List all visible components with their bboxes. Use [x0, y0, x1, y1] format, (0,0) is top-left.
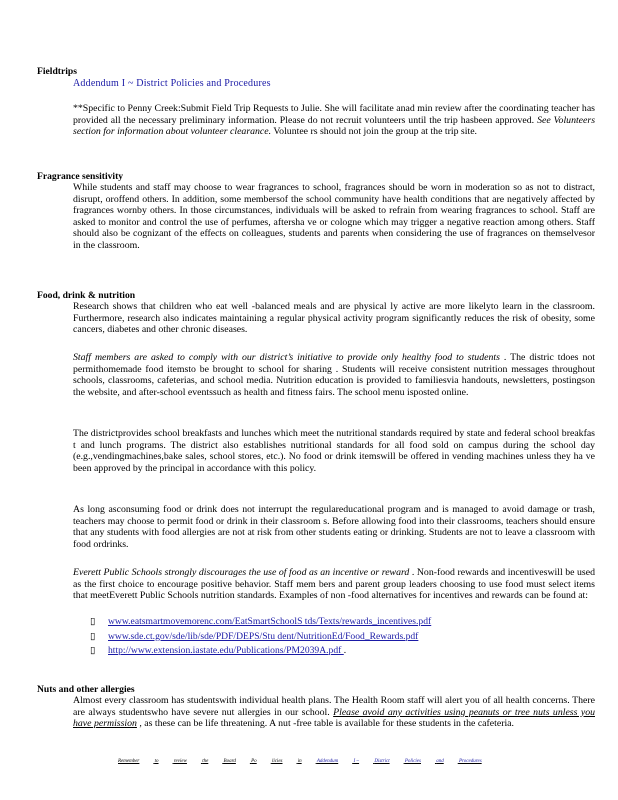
nuts-tail: , as these can be life threatening. A nut -free table is available for these students in the cafeteria. — [136, 718, 514, 730]
footer-word: review — [173, 759, 187, 764]
link-tail: . — [343, 645, 347, 656]
food-p2-rest: . The distric tdoes not permithomemade food itemsto be brought to school for sharing . Students will receive consistent nutrition messages throughout schools, classrooms, cafeterias, and school media. Nutrition education is provided to familiesvia handouts, newsletters, postingson the website, and after-school eventssuch as health and fitness fairs. The school menu isposted online. — [73, 352, 595, 398]
footer-word: the — [202, 759, 209, 764]
nuts-paragraph — [73, 695, 595, 730]
footer-word: I ~ — [353, 759, 360, 764]
addendum-link[interactable]: Addendum I ~ District Policies and Procedures — [73, 78, 271, 89]
page-footer — [118, 759, 496, 764]
footer-word: Procedures — [458, 759, 482, 764]
bullet-icon: ▯ — [90, 630, 96, 642]
footer-word: to — [154, 759, 159, 764]
food-p2-italic: Staff members are asked to comply with our district’s initiative to provide only healthy food to students — [73, 352, 500, 363]
food-paragraph-2 — [73, 352, 595, 398]
nuts-italic-warning: Please avoid any activities using peanuts or tree nuts unless you have permission — [73, 706, 595, 730]
footer-word: Board — [223, 759, 236, 764]
footer-word: Po — [251, 759, 257, 764]
list-item — [90, 644, 431, 659]
section-heading-nuts: Nuts and other allergies — [37, 684, 135, 695]
fieldtrips-tail: Voluntee rs should not join the group at the trip site. — [271, 126, 477, 138]
fieldtrips-paragraph — [73, 103, 595, 138]
resource-link-ct-gov[interactable]: www.sde.ct.gov/sde/lib/sde/PDF/DEPS/Stu dent/NutritionEd/Food_Rewards.pdf — [108, 630, 419, 642]
section-heading-fragrance: Fragrance sensitivity — [37, 171, 124, 182]
fieldtrips-text: **Specific to Penny Creek:Submit Field Trip Requests to Julie. She will facilitate anad min review after the coordinating teacher has provided all the necessary preliminary information. Please do not recruit volunteers until the trip hasbeen approved. — [73, 103, 595, 126]
footer-word: Remember — [118, 759, 140, 764]
nuts-text: Almost every classroom has studentswith individual health plans. The Health Room staff will alert you of all health concerns. There are always studentswho have severe nut allergies in our school. — [73, 695, 595, 718]
footer-word: in — [297, 759, 302, 764]
food-p5-italic: Everett Public Schools strongly discourages the use of food as an incentive or reward — [73, 567, 410, 578]
section-heading-fieldtrips: Fieldtrips — [37, 66, 77, 77]
list-item — [90, 615, 431, 630]
section-heading-food: Food, drink & nutrition — [37, 290, 136, 301]
footer-word: District — [374, 759, 390, 764]
footer-word: licies — [271, 759, 283, 764]
bullet-icon: ▯ — [90, 616, 96, 627]
resource-link-list — [90, 615, 431, 659]
footer-word: and — [436, 759, 444, 764]
list-item — [90, 630, 431, 645]
food-paragraph-3: The districtprovides school breakfasts and lunches which meet the nutritional standards required by state and federal school breakfas t and lunch programs. The district also establishes nutritional standards for all food sold on campus during the school day (e.g.,vendingmachines,bake sales, school stores, etc.). No food or drink itemswill be offered in vending machines unless they ha ve been approved by the principal in accordance with this policy. — [73, 428, 595, 474]
footer-word: Addendum — [316, 759, 339, 764]
food-paragraph-5 — [73, 567, 595, 602]
footer-word: Policies — [404, 759, 421, 764]
fieldtrips-italic-note: See Volunteers section for information about volunteer clearance. — [73, 114, 596, 138]
food-p5-rest: . Non-food rewards and incentiveswill be used as the first choice to encourage positive behavior. Staff mem bers and parent group leaders choosing to use food must select items that meetEverett Public Schools nutrition standards. Examples of non -food alternatives for incentives and rewards can be found at: — [73, 567, 595, 602]
food-paragraph-4: As long asconsuming food or drink does not interrupt the regulareducational program and is managed to avoid damage or trash, teachers may choose to permit food or drink in their classroom s. Before allowing food into their classrooms, teachers should ensure that any students with food allergies are not at risk from other students eating or drinking. Students are not to leave a classroom with food ordrinks. — [73, 504, 595, 550]
resource-link-eatsmart[interactable]: www.eatsmartmovemorenc.com/EatSmartSchoolS tds/Texts/rewards_incentives.pdf — [108, 616, 432, 627]
resource-link-iastate[interactable]: http://www.extension.iastate.edu/Publications/PM2039A.pdf — [108, 645, 344, 656]
bullet-icon: ▯ — [90, 645, 96, 656]
food-paragraph-1: Research shows that children who eat well -balanced meals and are physical ly active are more likelyto learn in the classroom. Furthermore, research also indicates maintaining a regular physical activity program significantly reduces the risk of obesity, some cancers, diabetes and other chronic diseases. — [73, 301, 595, 336]
fragrance-paragraph: While students and staff may choose to wear fragrances to school, fragrances should be worn in moderation so as not to distract, disrupt, oroffend others. In addition, some membersof the school community have health conditions that are negatively affected by fragrances wornby others. In those circumstances, individuals will be asked to refrain from wearing fragrances to school. Staff are asked to monitor and control the use of perfumes, aftersha ve or cologne which may trigger a negative reaction among others. Staff should also be cognizant of the effects on colleagues, students and parents when considering the use of fragrances on themselvesor in the classroom. — [73, 182, 595, 251]
